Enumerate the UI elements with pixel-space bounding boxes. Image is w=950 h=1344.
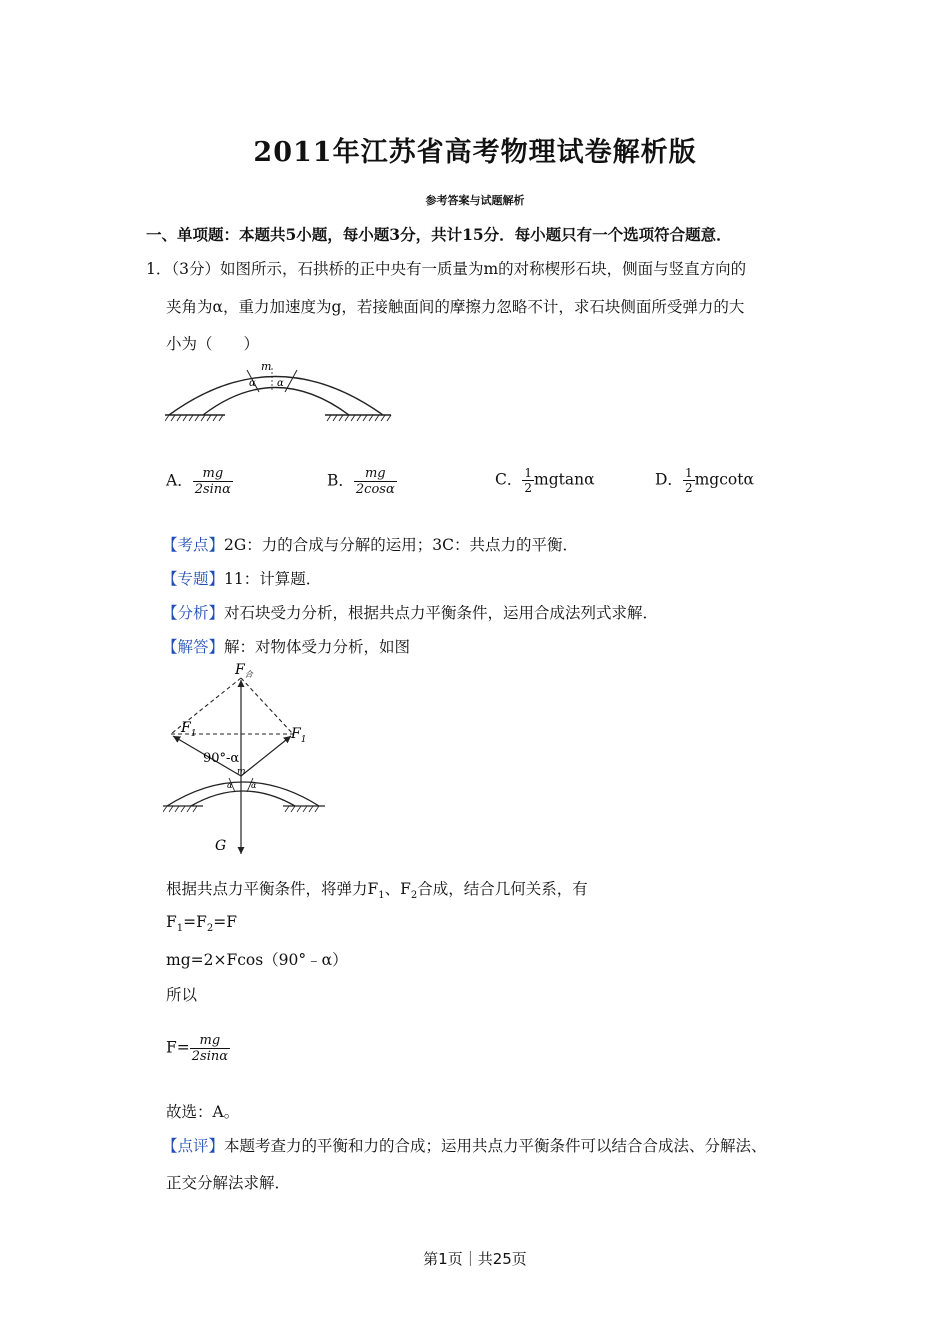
kaodian-tag: 【考点】 [162, 536, 225, 554]
answer-line: 故选：A。 [166, 1103, 240, 1121]
question-line-3: 小为（ ） [166, 335, 260, 353]
therefore-text: 所以 [166, 986, 198, 1004]
equation-2: mg=2×Fcos（90°﹣α） [166, 951, 348, 969]
option-b: B． $\frac{mg}{2\cos\alpha}$ [327, 466, 395, 497]
fig2-alpha-left: α [227, 781, 233, 790]
option-a: A． $\frac{mg}{2\sin\alpha}$ [166, 466, 231, 497]
option-c: C． $\frac{1}{2}$ mgtanα [495, 466, 595, 495]
zhuanti-tag: 【专题】 [162, 570, 225, 588]
fenxi-line: 【分析】对石块受力分析，根据共点力平衡条件，运用合成法列式求解． [162, 604, 659, 622]
jieda-line: 【解答】解：对物体受力分析，如图 [162, 638, 411, 656]
f-resultant-label: $F_合$ [235, 662, 253, 679]
f1-label: $F_1$ [181, 720, 197, 739]
document-subtitle: 参考答案与试题解析 [425, 194, 525, 207]
alpha-label-left: α [249, 378, 256, 389]
equation-1: $F_1=F_2=F$ [166, 913, 238, 935]
dianping-tag: 【点评】 [162, 1137, 225, 1155]
zhuanti-line: 【专题】11：计算题． [162, 570, 322, 588]
dianping-line-1: 【点评】本题考查力的平衡和力的合成；运用共点力平衡条件可以结合合成法、分解法、 [162, 1137, 767, 1155]
f2-label: $F_1$ [291, 726, 307, 745]
angle-label: 90°-α [203, 751, 240, 766]
equation-3: F= $\frac{mg}{2\sin\alpha}$ [166, 1033, 229, 1064]
force-diagram-figure [163, 658, 333, 860]
solution-line-a: 根据共点力平衡条件，将弹力$F_1$、$F_2$合成，结合几何关系，有 [166, 880, 588, 902]
fig2-mass-label: m [237, 767, 246, 777]
question-line-1: 1．（3分）如图所示，石拱桥的正中央有一质量为m的对称楔形石块，侧面与竖直方向的 [146, 260, 747, 278]
fig2-alpha-right: α [251, 781, 257, 790]
jieda-tag: 【解答】 [162, 638, 225, 656]
option-d: D． $\frac{1}{2}$ mgcotα [655, 466, 754, 495]
section-heading: 一、单项题：本题共5小题，每小题3分，共计15分．每小题只有一个选项符合题意． [146, 225, 732, 244]
mass-label: m [261, 360, 272, 373]
dianping-line-2: 正交分解法求解． [166, 1174, 291, 1192]
question-line-2: 夹角为α，重力加速度为g，若接触面间的摩擦力忽略不计，求石块侧面所受弹力的大 [166, 298, 745, 316]
alpha-label-right: α [277, 378, 284, 389]
document-title: 2011年江苏省高考物理试卷解析版 [253, 137, 697, 168]
page-footer: 第1页｜共25页 [423, 1250, 527, 1268]
fenxi-tag: 【分析】 [162, 604, 225, 622]
kaodian-line: 【考点】2G：力的合成与分解的运用；3C：共点力的平衡． [162, 536, 578, 554]
gravity-label: G [215, 838, 227, 854]
arch-bridge-figure [165, 360, 395, 428]
